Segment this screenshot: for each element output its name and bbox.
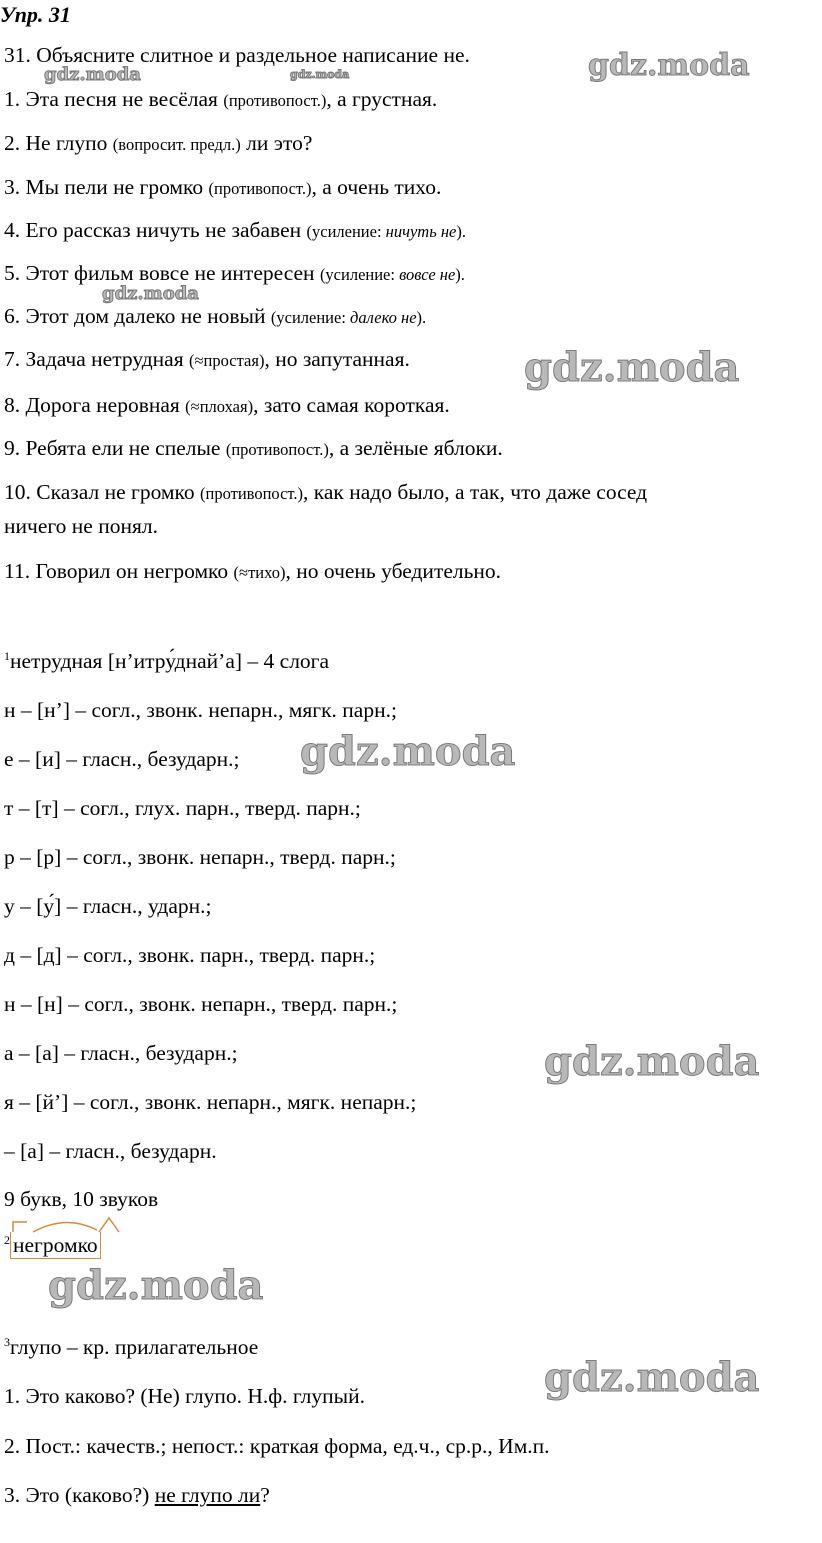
watermark: gdz.moda — [588, 48, 750, 83]
phonetic-line: я – [й’] – согл., звонк. непарн., мягк. непарн.; — [4, 1090, 417, 1114]
sentence-line: 8. Дорога неровная (≈плохая), зато самая короткая. — [4, 393, 450, 417]
sentence-line: 11. Говорил он негромко (≈тихо), но очень убедительно. — [4, 559, 502, 583]
phonetic-line: н – [н’] – согл., звонк. непарн., мягк. парн.; — [4, 698, 397, 722]
phonetic-line: – [а] – гласн., безударн. — [4, 1139, 217, 1163]
sentence-line: 3. Мы пели не громко (противопост.), а очень тихо. — [4, 175, 442, 199]
phonetic-line: д – [д] – согл., звонк. парн., тверд. парн.; — [4, 943, 376, 967]
sentence-line: 9. Ребята ели не спелые (противопост.), а зелёные яблоки. — [4, 436, 503, 460]
sentence-line: 6. Этот дом далеко не новый (усиление: далеко не). — [4, 304, 427, 328]
phonetic-summary: 9 букв, 10 звуков — [4, 1187, 159, 1211]
phonetic-line: т – [т] – согл., глух. парн., тверд. парн.; — [4, 796, 361, 820]
morph-analysis: $^2$ негромко — [4, 1232, 101, 1259]
phonetic-head: $^1$нетрудная [н’итру́днай’а] – 4 слога — [4, 648, 330, 673]
phonetic-line: н – [н] – согл., звонк. непарн., тверд. парн.; — [4, 992, 398, 1016]
phonetic-line: р – [р] – согл., звонк. непарн., тверд. парн.; — [4, 845, 396, 869]
sentence-line: ничего не понял. — [4, 514, 158, 538]
analysis-head: $^3$глупо – кр. прилагательное — [4, 1334, 259, 1359]
watermark: gdz.moda — [290, 68, 350, 81]
watermark: gdz.moda — [102, 283, 199, 304]
watermark: gdz.moda — [44, 64, 141, 85]
phonetic-line: е – [и] – гласн., безударн.; — [4, 747, 240, 771]
phonetic-line: у – [у́] – гласн., ударн.; — [4, 894, 212, 918]
watermark: gdz.moda — [48, 1262, 264, 1309]
exercise-title: Упр. 31 — [0, 2, 71, 27]
sentence-line: 10. Сказал не громко (противопост.), как надо было, а так, что даже сосед — [4, 480, 648, 504]
analysis-line-2: 2. Пост.: качеств.; непост.: краткая форма, ед.ч., ср.р., Им.п. — [4, 1434, 550, 1458]
sentence-line: 2. Не глупо (вопросит. предл.) ли это? — [4, 131, 313, 155]
watermark: gdz.moda — [544, 1354, 760, 1401]
task-text: 31. Объясните слитное и раздельное написание не. — [4, 43, 470, 67]
watermark: gdz.moda — [524, 344, 740, 391]
watermark: gdz.moda — [300, 728, 516, 775]
sentence-line: 7. Задача нетрудная (≈простая), но запутанная. — [4, 347, 410, 371]
analysis-line-1: 1. Это каково? (Не) глупо. Н.ф. глупый. — [4, 1384, 365, 1408]
sentence-line: 1. Эта песня не весёлая (противопост.), а грустная. — [4, 87, 438, 111]
word-parse: негромко — [10, 1232, 101, 1259]
watermark: gdz.moda — [544, 1038, 760, 1085]
analysis-line-3: 3. Это (каково?) не глупо ли? — [4, 1483, 270, 1507]
sentence-line: 5. Этот фильм вовсе не интересен (усиление: вовсе не). — [4, 261, 465, 285]
sentence-line: 4. Его рассказ ничуть не забавен (усиление: ничуть не). — [4, 218, 466, 242]
morpheme-marks — [11, 1216, 131, 1234]
phonetic-line: а – [а] – гласн., безударн.; — [4, 1041, 238, 1065]
